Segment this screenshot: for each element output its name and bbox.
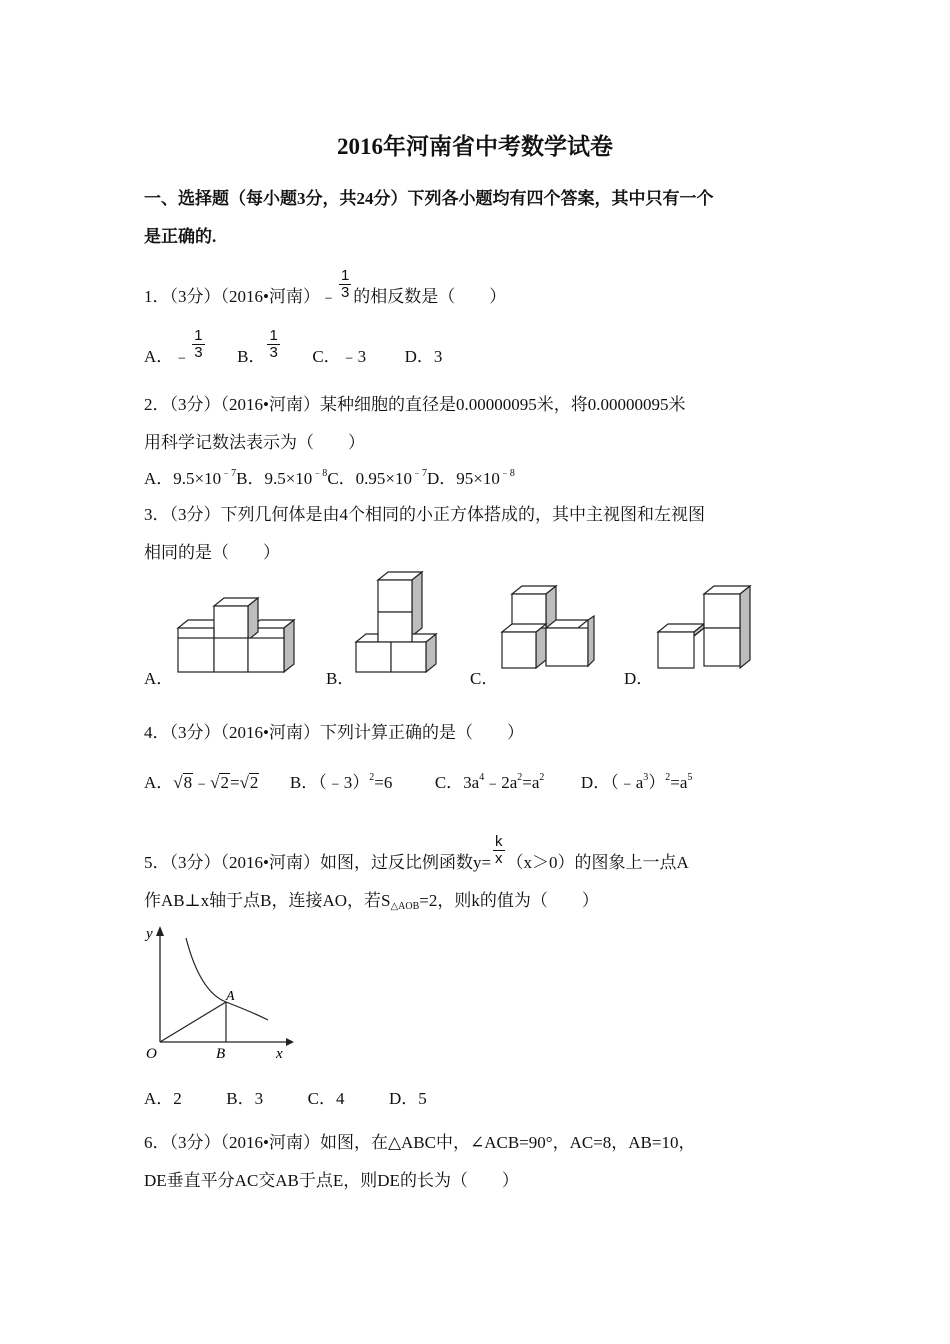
- q1-prefix: 1．（3分）（2016•河南）﹣: [144, 287, 337, 307]
- q1-option-a-fraction: $\frac{1}{3}$: [194, 327, 203, 361]
- q1-option-a-label: A．﹣: [144, 347, 191, 367]
- point-b-label: B: [216, 1046, 226, 1062]
- y-axis-arrow: [156, 926, 164, 936]
- q3-figure-b: [350, 568, 445, 678]
- q4-option-d: D．$(﹣a^3)^2=a^5$: [580, 772, 693, 792]
- q3-figure-d: [652, 580, 788, 676]
- q4-option-a: A．√8﹣√2=√2: [144, 773, 259, 792]
- point-a-label: A: [226, 989, 235, 1004]
- hyperbola-curve: [186, 938, 268, 1020]
- section-heading-line2: 是正确的.: [144, 227, 217, 246]
- q5-fraction: $\frac{k}{x}$: [495, 833, 503, 867]
- q4-options: [144, 768, 692, 793]
- q3-option-a-label: A．: [144, 669, 174, 688]
- q3-option-c-label: C．: [470, 669, 499, 688]
- question-1: [144, 267, 507, 315]
- q1-suffix: 的相反数是（ ）: [353, 287, 507, 307]
- q2-line2: 用科学记数法表示为（ ）: [144, 433, 365, 452]
- section-heading-line1: 一、选择题（每小题3分，共24分）下列各小题均有四个答案，其中只有一个: [144, 189, 714, 208]
- q3-figure-a: [170, 590, 300, 678]
- q6-line1: 6．（3分）（2016•河南）如图，在△ABC中，∠ACB=90°，AC=8，AB=10，: [144, 1133, 696, 1152]
- q5-option-a: A．2: [144, 1089, 182, 1108]
- q5-option-c: C．4: [307, 1089, 345, 1108]
- q1-option-b-fraction: $\frac{1}{3}$: [269, 327, 278, 361]
- q1-fraction: $\frac{1}{3}$: [340, 267, 350, 301]
- q4-option-b: B．（﹣3）$^2$=6: [289, 772, 393, 792]
- q2-line1: 2．（3分）（2016•河南）某种细胞的直径是0.00000095米，将0.00000095米: [144, 395, 686, 414]
- q4-line1: 4．（3分）（2016•河南）下列计算正确的是（ ）: [144, 723, 524, 742]
- x-axis-label: x: [276, 1046, 283, 1062]
- page-title: 2016年河南省中考数学试卷: [337, 134, 613, 159]
- q6-line2: DE垂直平分AC交AB于点E，则DE的长为（ ）: [144, 1171, 519, 1190]
- q5-suffix: （x＞0）的图象上一点A: [506, 853, 689, 873]
- q2-option-c: C．$0.95\times 10^{﹣7}$: [327, 468, 427, 488]
- q5-graph: [140, 922, 300, 1062]
- q1-options: [144, 327, 443, 375]
- q3-option-d-label: D．: [624, 669, 654, 688]
- origin-label: O: [146, 1046, 157, 1062]
- q3-line2: 相同的是（ ）: [144, 543, 280, 562]
- q5-option-d: D．5: [388, 1089, 427, 1108]
- q2-options: [144, 464, 515, 489]
- segment-ao: [160, 1002, 226, 1042]
- q3-figure-c: [494, 580, 600, 676]
- y-axis-label: y: [146, 926, 153, 942]
- q1-option-d: D．3: [404, 347, 443, 367]
- q5-prefix: 5．（3分）（2016•河南）如图，过反比例函数y=: [144, 853, 492, 873]
- q2-option-d: D．$95\times 10^{﹣8}$: [427, 468, 515, 488]
- x-axis-arrow: [286, 1038, 294, 1046]
- q5-line2: 作AB⊥x轴于点B，连接AO，若$S_{\triangle AOB}=2$，则k的值为（ ）: [144, 891, 599, 912]
- q2-option-a: A．$9.5\times 10^{﹣7}$: [144, 468, 237, 488]
- q3-line1: 3．（3分）下列几何体是由4个相同的小正方体搭成的，其中主视图和左视图: [144, 505, 705, 524]
- q5-options: [144, 1084, 427, 1109]
- q1-option-b-label: B．: [237, 347, 266, 367]
- q5-line1: [144, 833, 689, 881]
- q1-option-c: C．﹣3: [312, 347, 367, 367]
- q4-option-c: C．$3a^4﹣2a^2=a^2$: [434, 772, 545, 792]
- q2-option-b: B．$9.5\times 10^{﹣8}$: [236, 468, 328, 488]
- q3-option-b-label: B．: [326, 669, 355, 688]
- q5-option-b: B．3: [226, 1089, 264, 1108]
